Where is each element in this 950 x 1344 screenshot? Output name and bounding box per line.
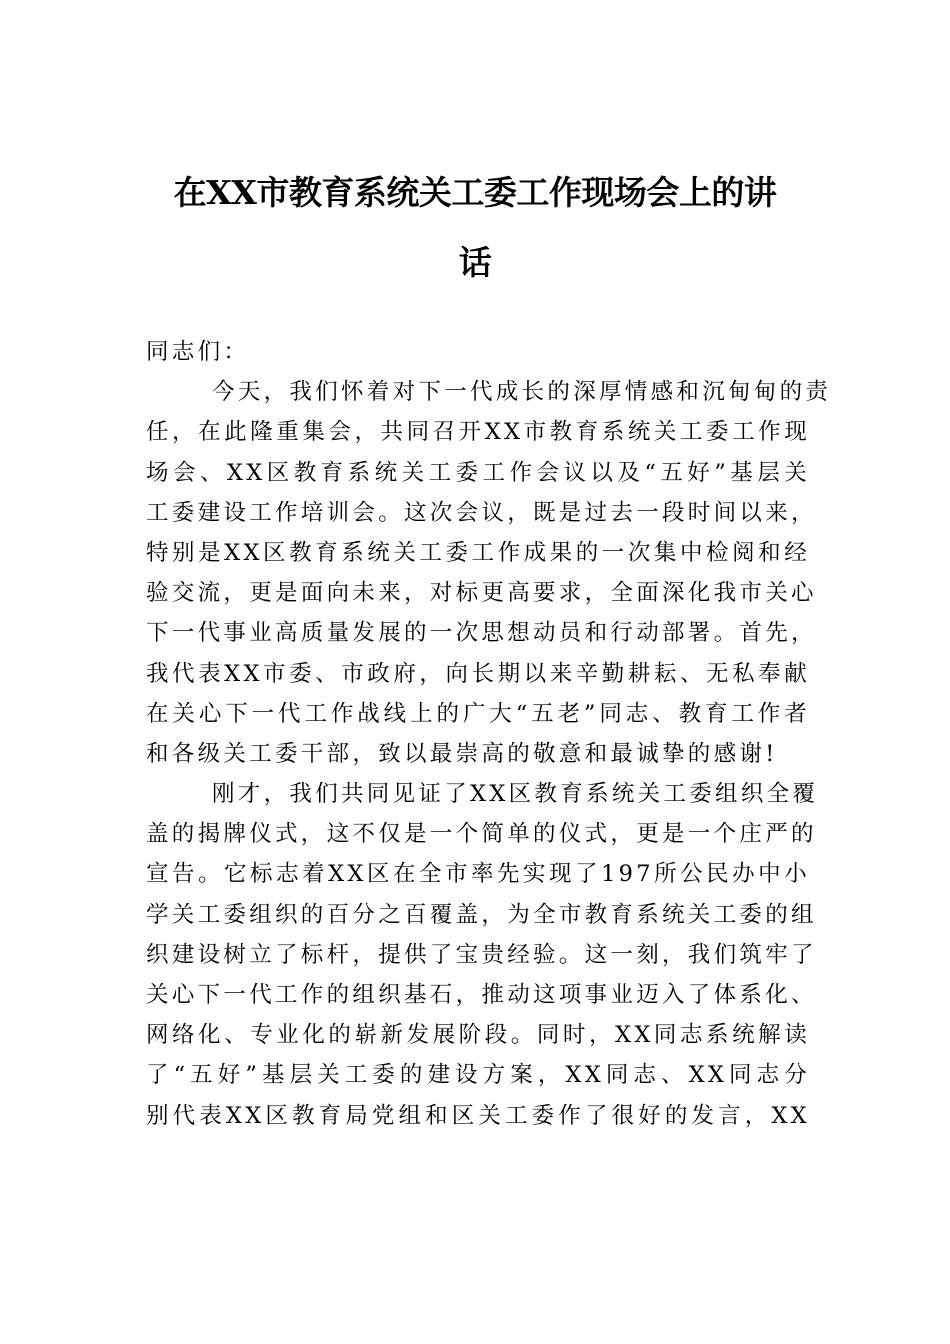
paragraph-line: 织建设树立了标杆，提供了宝贵经验。这一刻，我们筑牢了 [146,941,817,968]
paragraph-line: 场会、XX区教育系统关工委工作会议以及“五好”基层关 [146,459,810,486]
paragraph-1 [146,372,832,774]
salutation: 同志们： [146,339,250,365]
title-line-1: 在XX市教育系统关工委工作现场会上的讲 [173,173,777,212]
paragraph-line: 盖的揭牌仪式，这不仅是一个简单的仪式，更是一个庄严的 [146,821,817,848]
paragraph-line: 下一代事业高质量发展的一次思想动员和行动部署。首先， [146,620,817,647]
paragraph-line: 特别是XX区教育系统关工委工作成果的一次集中检阅和经 [146,539,810,566]
paragraph-line: 关心下一代工作的组织基石，推动这项事业迈入了体系化、 [146,982,817,1008]
paragraph-line: 和各级关工委干部，致以最崇高的敬意和最诚挚的感谢! [146,740,778,767]
document-body [146,332,832,1136]
paragraph-line: 我代表XX市委、市政府，向长期以来辛勤耕耘、无私奉献 [146,660,810,687]
paragraph-line: 验交流，更是面向未来，对标更高要求，全面深化我市关心 [146,580,817,607]
paragraph-line: 在关心下一代工作战线上的广大“五老”同志、教育工作者 [146,700,810,727]
paragraph-line: 今天，我们怀着对下一代成长的深厚情感和沉甸甸的责 [212,379,832,406]
paragraph-line: 刚才，我们共同见证了XX区教育系统关工委组织全覆 [212,781,819,808]
paragraph-line: 工委建设工作培训会。这次会议，既是过去一段时间以来， [146,499,817,526]
paragraph-line: 网络化、专业化的崭新发展阶段。同时，XX同志系统解读 [146,1022,810,1049]
paragraph-line: 别代表XX区教育局党组和区关工委作了很好的发言，XX [146,1102,810,1129]
title-line-2: 话 [458,243,492,282]
paragraph-2 [146,774,819,1136]
document-title [140,158,810,298]
paragraph-line: 学关工委组织的百分之百覆盖，为全市教育系统关工委的组 [146,901,817,928]
paragraph-line: 任，在此隆重集会，共同召开XX市教育系统关工委工作现 [146,419,810,446]
paragraph-line: 宣告。它标志着XX区在全市率先实现了197所公民办中小 [146,861,810,888]
paragraph-line: 了“五好”基层关工委的建设方案，XX同志、XX同志分 [146,1062,810,1089]
